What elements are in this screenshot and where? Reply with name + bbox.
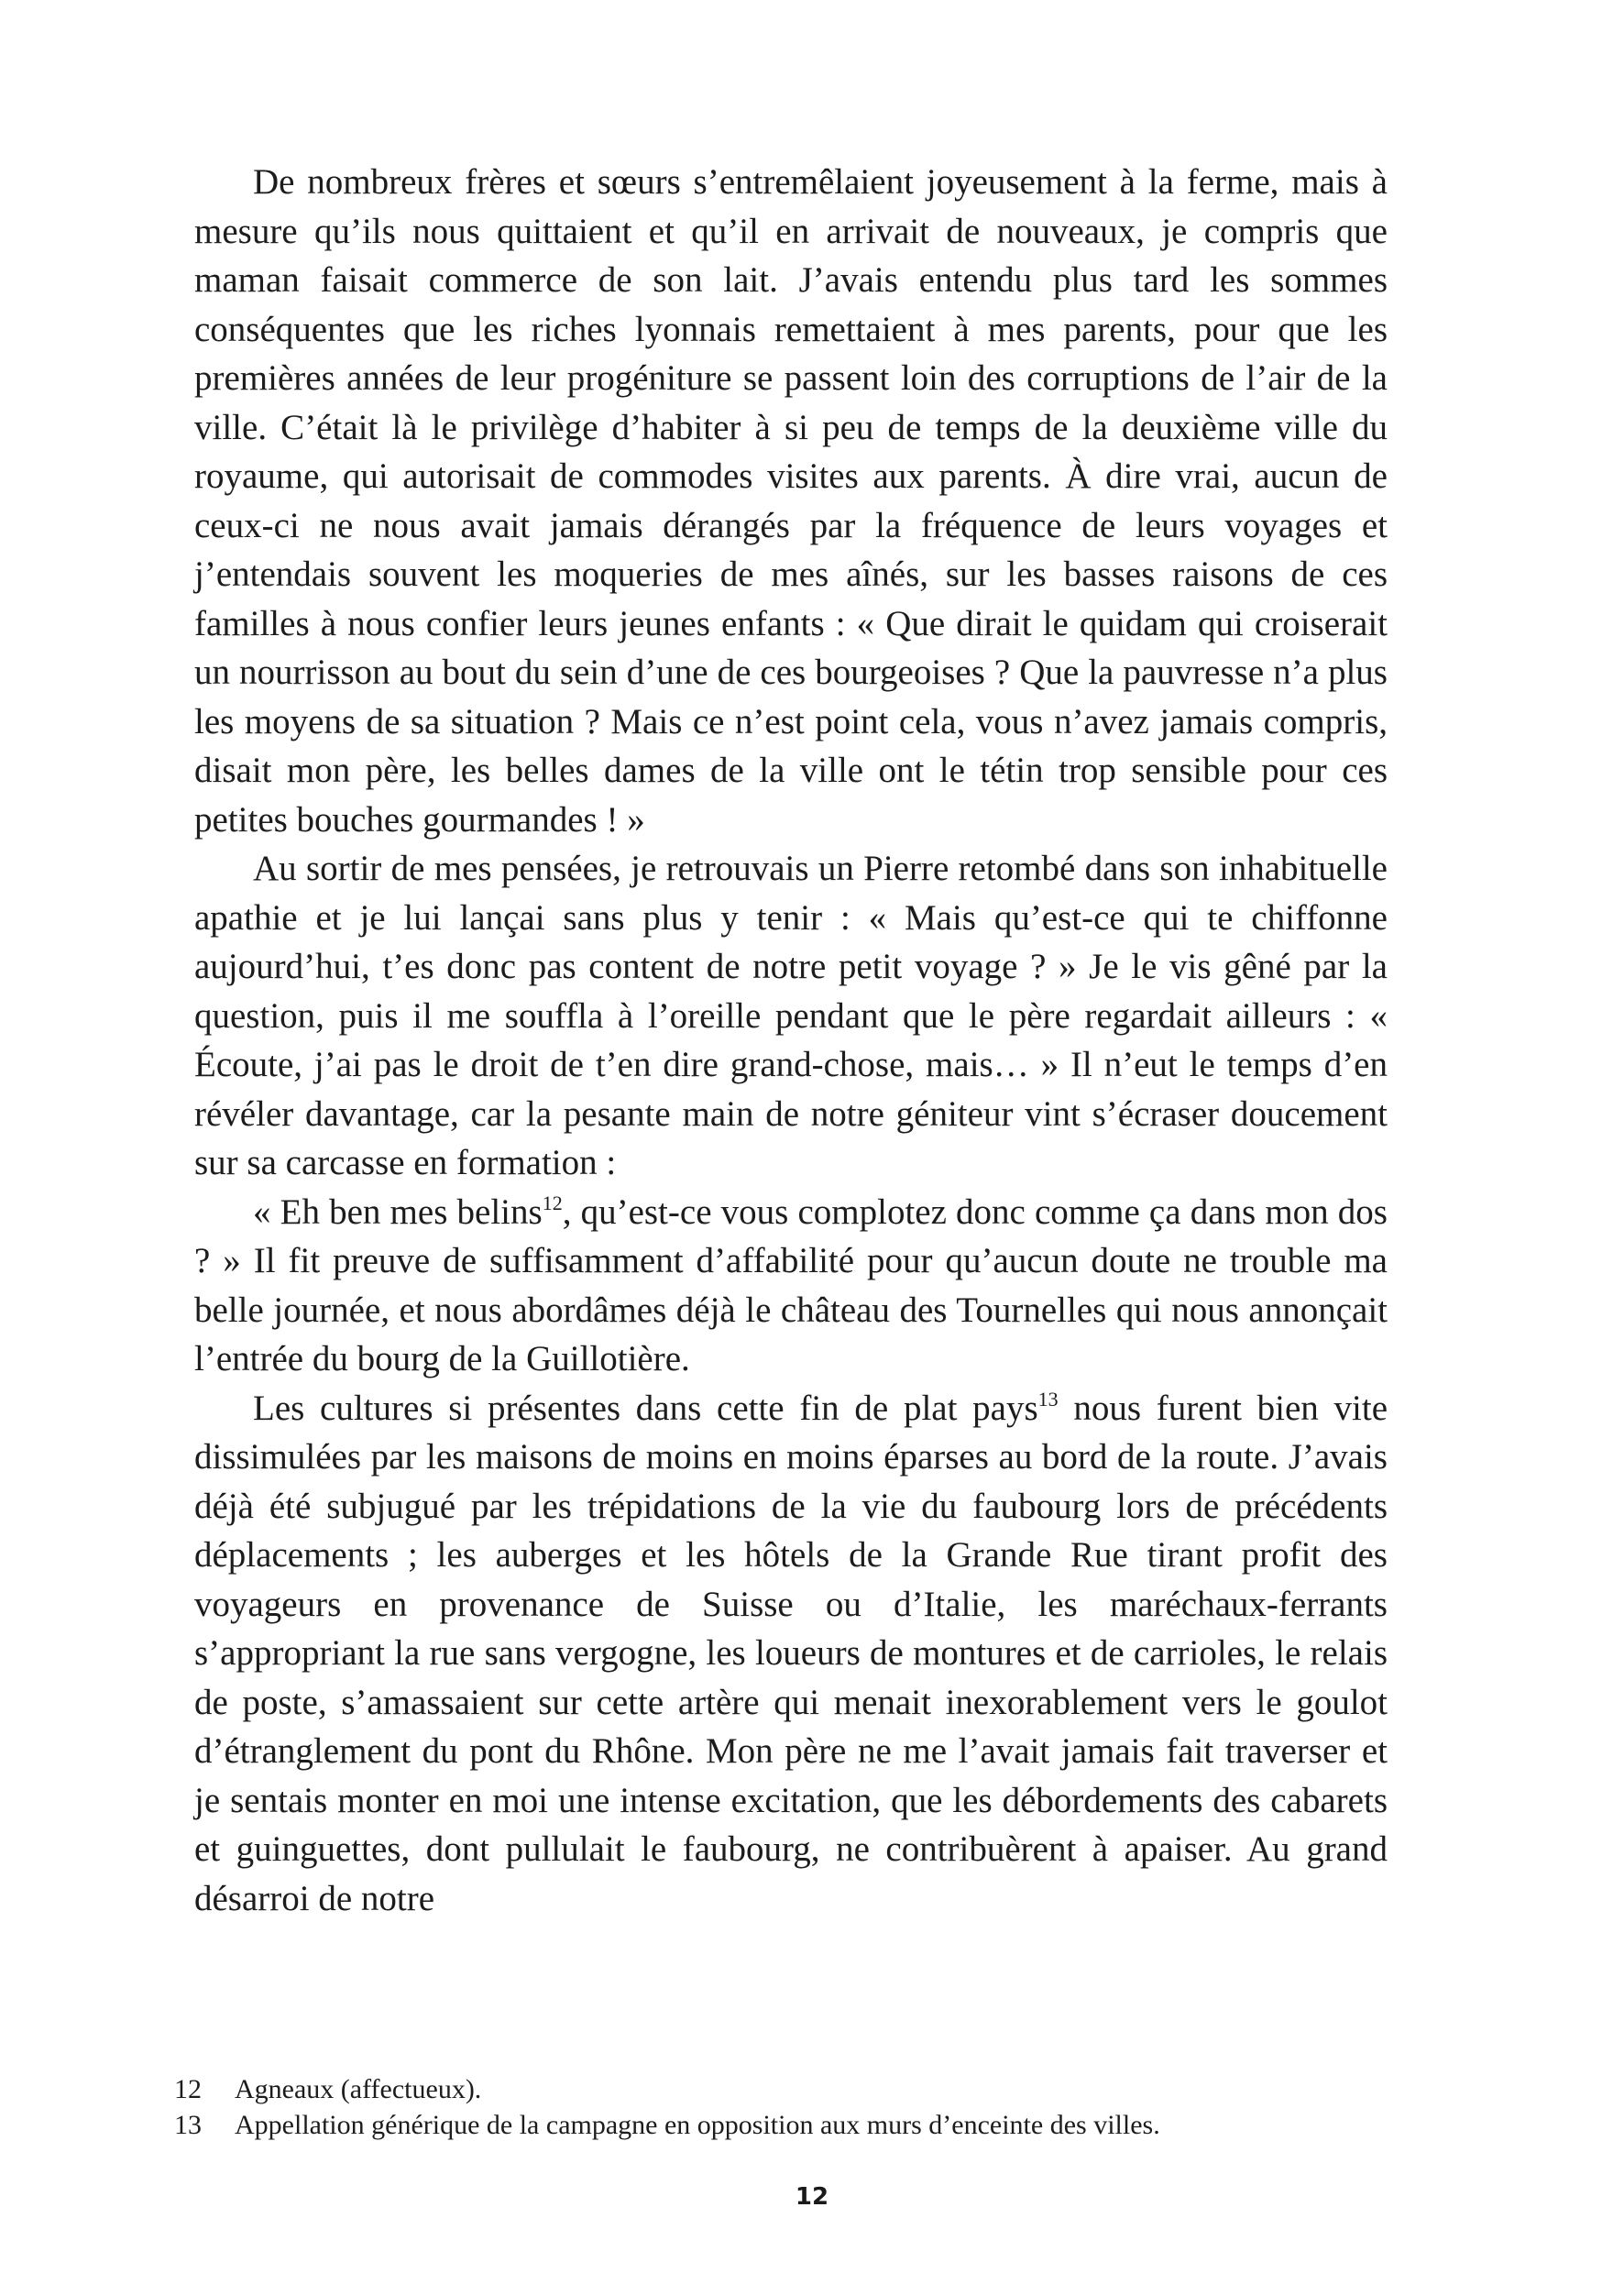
page-number: 12 (795, 2183, 829, 2211)
footnote-number: 12 (174, 2074, 202, 2104)
paragraph-4 (194, 1384, 1388, 1924)
paragraph-text: Les cultures si présentes dans cette fin de plat pays (253, 1388, 1038, 1428)
footnote-13 (174, 2107, 1393, 2143)
paragraph-3 (194, 1188, 1388, 1384)
paragraph-text: De nombreux frères et sœurs s’entremêlaient joyeusement à la ferme, mais à mesure qu’ils nous quittaient et qu’il en arrivait de nouveaux, je compris que maman faisait commerce de son lait. J’avais entendu plus tard les sommes conséquentes que les riches lyonnais remettaient à mes parents, pour que les premières années de leur progéniture se passent loin des corruptions de l’air de la ville. C’était là le privilège d’habiter à si peu de temps de la deuxième ville du royaume, qui autorisait de commodes visites aux parents. À dire vrai, aucun de ceux-ci ne nous avait jamais dérangés par la fréquence de leurs voyages et j’entendais souvent les moqueries de mes aînés, sur les basses raisons de ces familles à nous confier leurs jeunes enfants : « Que dirait le quidam qui croiserait un nourrisson au bout du sein d’une de ces bourgeoises ? Que la pauvresse n’a plus les moyens de sa situation ? Mais ce n’est point cela, vous n’avez jamais compris, disait mon père, les belles dames de la ville ont le tétin trop sensible pour ces petites bouches gourmandes ! » (194, 162, 1388, 840)
footnote-text: Agneaux (affectueux). (235, 2074, 482, 2104)
paragraph-text: , qu’est-ce vous complotez donc comme ça dans mon dos ? » Il fit preuve de suffisamment d’affabilité pour qu’aucun doute ne trouble ma belle journée, et nous abordâmes déjà le château des Tournelles qui nous annonçait l’entrée du bourg de la Guillotière. (194, 1191, 1388, 1378)
paragraph-2 (194, 844, 1388, 1188)
footnotes (174, 2071, 1393, 2143)
paragraph-text: « Eh ben mes belins (253, 1191, 543, 1232)
footnote-reference-12[interactable]: 12 (542, 1191, 563, 1214)
footnote-12 (174, 2071, 1393, 2107)
paragraph-text: nous furent bien vite dissimulées par les maisons de moins en moins éparses au bord de la route. J’avais déjà été subjugué par les trépidations de la vie du faubourg lors de précédents déplacements ; les auberges et les hôtels de la Grande Rue tirant profit des voyageurs en provenance de Suisse ou d’Italie, les maréchaux-ferrants s’appropriant la rue sans vergogne, les loueurs de montures et de carrioles, le relais de poste, s’amassaient sur cette artère qui menait inexorablement vers le goulot d’étranglement du pont du Rhône. Mon père ne me l’avait jamais fait traverser et je sentais monter en moi une intense excitation, que les débordements des cabarets et guinguettes, dont pullulait le faubourg, ne contribuèrent à apaiser. Au grand désarroi de notre (194, 1388, 1388, 1918)
footnote-number: 13 (174, 2110, 202, 2140)
paragraph-text: Au sortir de mes pensées, je retrouvais un Pierre retombé dans son inhabituelle apathie et je lui lançai sans plus y tenir : « Mais qu’est-ce qui te chiffonne aujourd’hui, t’es donc pas content de notre petit voyage ? » Je le vis gêné par la question, puis il me souffla à l’oreille pendant que le père regardait ailleurs : « Écoute, j’ai pas le droit de t’en dire grand-chose, mais… » Il n’eut le temps d’en révéler davantage, car la pesante main de notre géniteur vint s’écraser doucement sur sa carcasse en formation : (194, 849, 1388, 1182)
footnote-reference-13[interactable]: 13 (1037, 1387, 1059, 1411)
main-text (194, 158, 1388, 1923)
paragraph-1 (194, 158, 1388, 844)
footnote-text: Appellation générique de la campagne en opposition aux murs d’enceinte des villes. (235, 2110, 1160, 2140)
